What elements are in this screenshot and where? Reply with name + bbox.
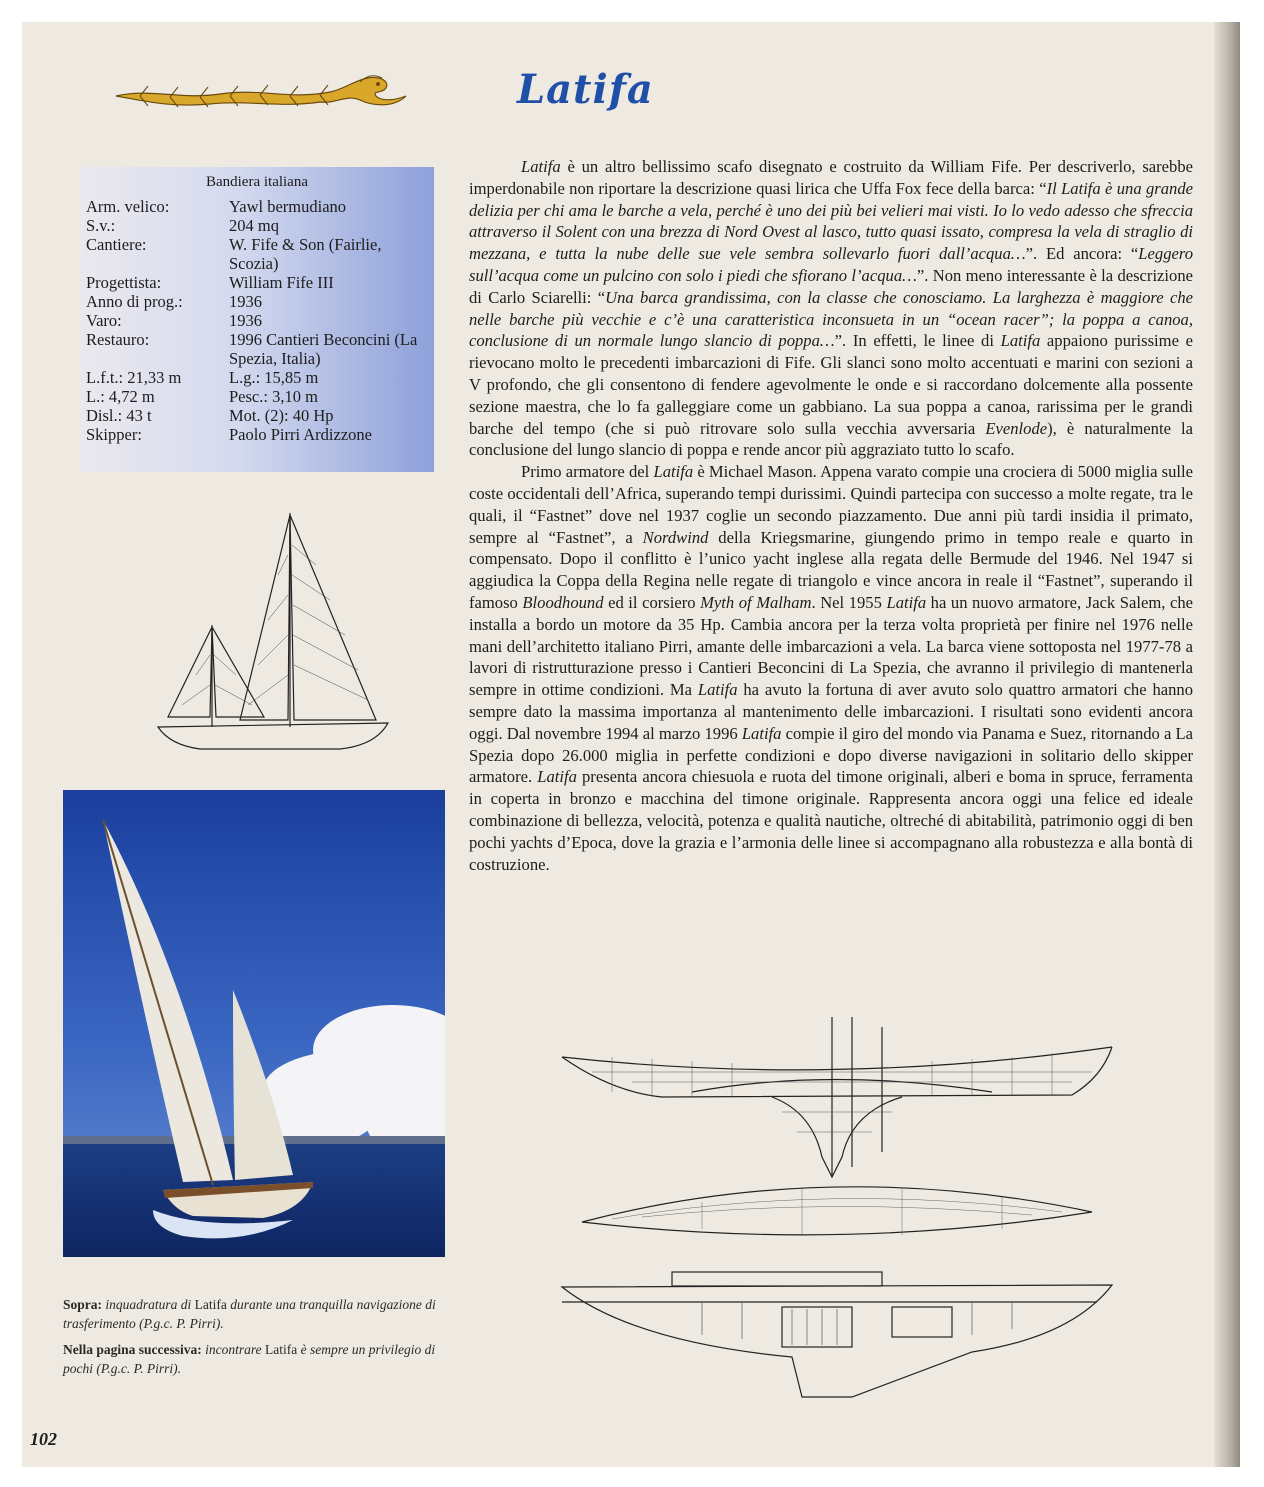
dragon-ornament-icon bbox=[110, 70, 410, 114]
spec-value: 1936 bbox=[229, 292, 262, 311]
caption-label: Sopra: bbox=[63, 1297, 103, 1312]
italic-run: Latifa bbox=[697, 680, 738, 700]
page-spine-shadow bbox=[1214, 22, 1240, 1467]
spec-label: Arm. velico: bbox=[86, 197, 170, 216]
caption-boat-name: Latifa bbox=[265, 1342, 298, 1357]
article-paragraph bbox=[469, 156, 1193, 461]
spec-value: William Fife III bbox=[229, 273, 334, 292]
italic-run: Evenlode bbox=[985, 418, 1048, 438]
article-paragraph bbox=[469, 461, 1193, 875]
text-run: appaiono purissime e rievocano molto le precedenti imbarcazioni di Fife. Gli slanci sono molto accentuati e marini con sezioni a V profondo, che gli consentono di fendere agevolmente le onde e si raccordano dolcemente alla possente sezione maestra, che lo fa galleggiare come un gabbiano. La sua poppa a canoa, rarissima per le grandi barche del tempo (che si può ritrovare solo sulla vecchia avversaria bbox=[469, 331, 1193, 438]
text-run: Primo armatore del bbox=[521, 462, 654, 482]
italic-run: Bloodhound bbox=[522, 592, 604, 612]
spec-value: Yawl bermudiano bbox=[229, 197, 347, 216]
spec-label: Anno di prog.: bbox=[86, 292, 183, 311]
spec-value: W. Fife & Son (Fairlie, Scozia) bbox=[229, 235, 382, 273]
caption-boat-name: Latifa bbox=[194, 1297, 227, 1312]
italic-run: Il Latifa è una grande delizia per chi ama le barche a vela, perché è uno dei più bei velieri mai visti. Io lo vedo adesso che sfreccia attraverso il Solent con una brezza di Nord Ovest al lasco, tutto quasi issato, compresa la vela di straglio di mezzana, e tutta la nube delle sue vele sembra sollevarlo fuori dall’acqua… bbox=[469, 178, 1193, 264]
page-number: 102 bbox=[30, 1429, 57, 1449]
book-page bbox=[22, 22, 1240, 1467]
text-run: ), è naturalmente la conclusione del lungo slancio di poppa e rende ancor più aggraziato tutto lo scafo. bbox=[469, 418, 1193, 460]
spec-pair-left: L.: 4,72 m bbox=[86, 387, 155, 406]
spec-label: Cantiere: bbox=[86, 235, 147, 254]
spec-value: 1996 Cantieri Beconcini (La Spezia, Italia) bbox=[229, 330, 418, 368]
page-title: Latifa bbox=[517, 66, 654, 113]
spec-label: Varo: bbox=[86, 311, 122, 330]
specs-box bbox=[80, 167, 434, 472]
italic-run: Una barca grandissima, con la classe che conosciamo. La larghezza è maggiore che nelle barche più vecchie e c’è una caratteristica inconsueta in un “ocean racer”; la poppa a canoa, conclusione di un normale lungo slancio di poppa… bbox=[469, 287, 1193, 351]
specs-heading: Bandiera italiana bbox=[205, 174, 309, 190]
italic-run: Leggero sull’acqua come un pulcino con solo i piedi che sfiorano l’acqua… bbox=[469, 244, 1193, 285]
spec-label: Skipper: bbox=[86, 425, 142, 444]
text-run: . Nel 1955 bbox=[811, 592, 887, 612]
text-run: ”. Non meno interessante è la descrizione di Carlo Sciarelli: “ bbox=[469, 265, 1193, 307]
text-run: ”. In effetti, le linee di bbox=[834, 331, 1001, 351]
spec-value: 204 mq bbox=[229, 216, 279, 235]
italic-run: Latifa bbox=[1000, 331, 1041, 351]
text-run: ha avuto la fortuna di aver avuto solo quattro armatori che hanno sempre dato la massima importanza al mantenimento delle imbarcazioni. I risultati sono evidenti ancora oggi. Dal novembre 1994 al marzo 1996 bbox=[469, 680, 1194, 743]
italic-run: Latifa bbox=[521, 157, 561, 176]
text-run: compie il giro del mondo via Panama e Suez, ritornando a La Spezia dopo 26.000 miglia in perfette condizioni e dopo diverse navigazioni in solitario dello skipper armatore. bbox=[469, 723, 1194, 787]
spec-label: S.v.: bbox=[86, 216, 116, 235]
text-run: è Michael Mason. Appena varato compie una crociera di 5000 miglia sulle coste occidentali dell’Africa, superando tempi durissimi. Quindi partecipa con successo a molte regate, tra le quali, il “Fastnet” dove nel 1937 coglie un secondo piazzamento. Due anni più tardi insidia il primato, sempre al “Fastnet”, a bbox=[469, 462, 1193, 547]
caption-next-page: Nella pagina successiva: incontrare Latifa è sempre un privilegio di pochi (P.g.c. P. Pirri). bbox=[63, 1342, 436, 1376]
italic-run: Latifa bbox=[886, 592, 927, 612]
spec-pair-right: L.g.: 15,85 m bbox=[229, 368, 319, 387]
italic-run: Nordwind bbox=[642, 527, 709, 547]
italic-run: Latifa bbox=[653, 462, 694, 482]
text-run: ”. Ed ancora: “ bbox=[1025, 244, 1139, 264]
text-run: ha un nuovo armatore, Jack Salem, che installa a bordo un motore da 35 Hp. Cambia ancora per la terza volta proprietà per finire nel 1976 nelle mani dell’architetto italiano Pirri, amante delle imbarcazioni a vela. La barca viene sottoposta nel 1977-78 a lavori di ristrutturazione presso i Cantieri Beconcini di La Spezia, che avranno il privilegio di mantenerla sempre in ottime condizioni. Ma bbox=[469, 592, 1193, 700]
text-run: presenta ancora chiesuola e ruota del timone originali, alberi e boma in spruce, ferramenta in coperta in bronzo e macchina del timone originale. Rappresenta ancora oggi una felice ed ideale combinazione di bellezza, velocità, potenza e qualità nautiche, oltreché di abitabilità, patrimonio oggi di ben pochi yachts d’Epoca, dove la grazia e l’armonia delle linee si accompagnano alla robustezza e alla bontà di costruzione. bbox=[469, 767, 1194, 874]
photo-captions bbox=[63, 1295, 443, 1385]
spec-pair-left: L.f.t.: 21,33 m bbox=[86, 368, 182, 387]
spec-label: Progettista: bbox=[86, 273, 162, 292]
caption-above: Sopra: inquadratura di Latifa durante una tranquilla navigazione di trasferimento (P.g.c. P. Pirri). bbox=[63, 1297, 436, 1331]
spec-pair-left: Disl.: 43 t bbox=[86, 406, 152, 425]
spec-label: Restauro: bbox=[86, 330, 150, 349]
spec-pair-right: Pesc.: 3,10 m bbox=[229, 387, 318, 406]
italic-run: Latifa bbox=[537, 767, 577, 787]
spec-value: Paolo Pirri Ardizzone bbox=[229, 425, 372, 444]
spec-value: 1936 bbox=[229, 311, 262, 330]
sail-plan-drawing bbox=[140, 505, 390, 767]
sailing-photo bbox=[63, 790, 445, 1257]
italic-run: Latifa bbox=[741, 723, 782, 743]
hull-lines-drawing bbox=[552, 1017, 1122, 1417]
italic-run: Myth of Malham bbox=[700, 592, 812, 612]
article-body bbox=[469, 156, 1193, 875]
spec-pair-right: Mot. (2): 40 Hp bbox=[229, 406, 334, 425]
text-run: è un altro bellissimo scafo disegnato e costruito da William Fife. Per descriverlo, sarebbe imperdonabile non riportare la descrizione quasi lirica che Uffa Fox fece della barca: “ bbox=[469, 157, 1193, 198]
text-run: ed il corsiero bbox=[603, 592, 701, 612]
text-run: della Kriegsmarine, giungendo primo in tempo reale e quarto in compensato. Dopo il conflitto è l’unico yacht inglese alla regata delle Bermude del 1946. Nel 1947 si aggiudica la Coppa della Regina nelle regate di triangolo e vince ancora in reale il “Fastnet”, superando il famoso bbox=[469, 527, 1193, 612]
caption-label: Nella pagina successiva: bbox=[63, 1342, 202, 1357]
